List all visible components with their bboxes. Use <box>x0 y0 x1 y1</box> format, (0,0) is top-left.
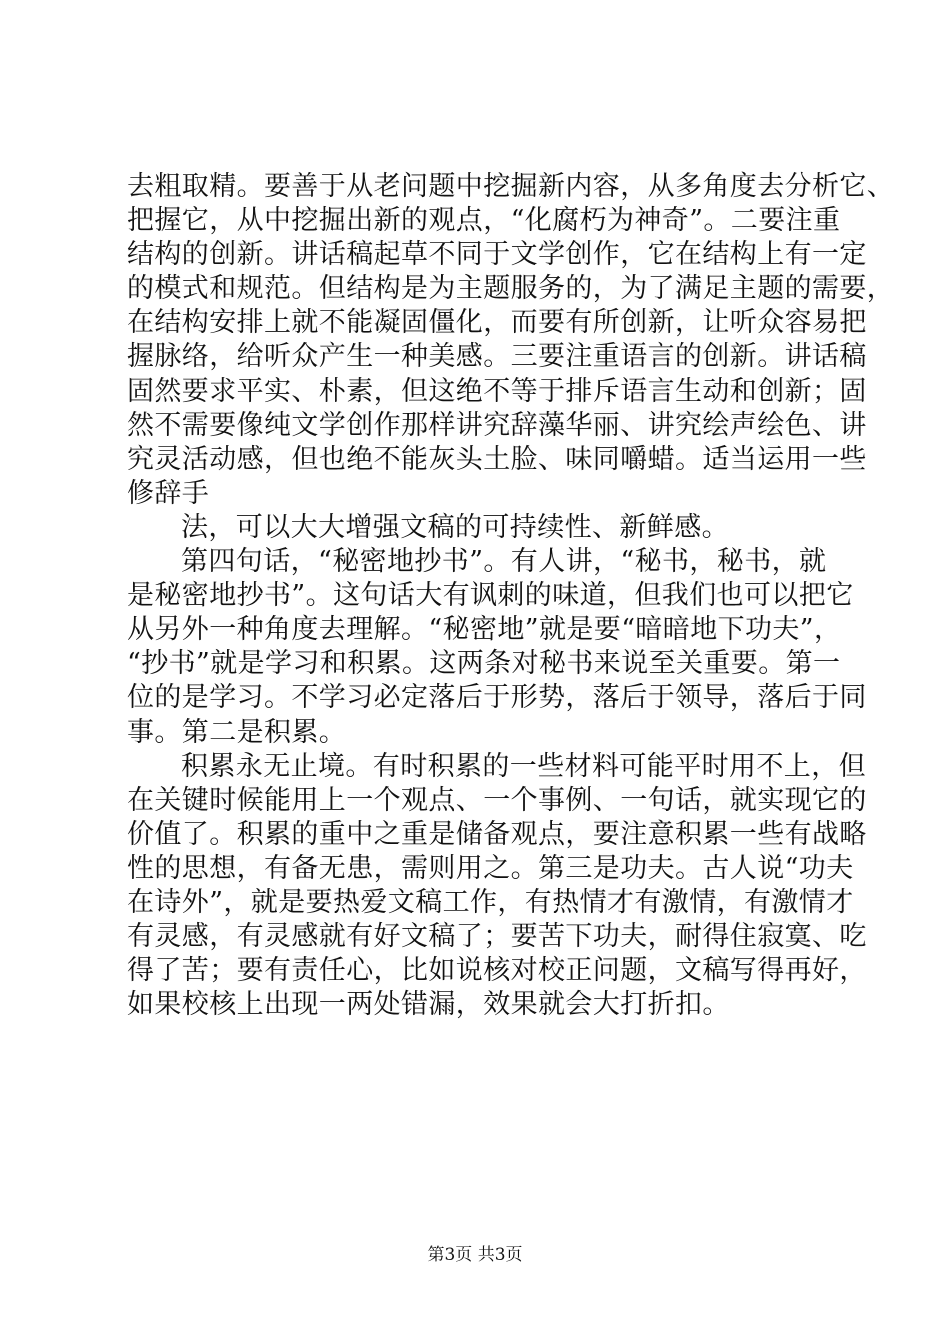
page-footer <box>0 1245 950 1265</box>
paragraph-start-line: 积累永无止境。有时积累的一些材料可能平时用不上，但 <box>181 750 866 782</box>
text-line: 结构的创新。讲话稿起草不同于文学创作，它在结构上有一定 <box>127 239 867 271</box>
text-line: 有灵感，有灵感就有好文稿了；要苦下功夫，耐得住寂寞、吃 <box>127 921 867 953</box>
text-line: 然不需要像纯文学创作那样讲究辞藻华丽、讲究绘声绘色、讲 <box>127 409 867 441</box>
text-line: 在诗外”，就是要热爱文稿工作，有热情才有激情，有激情才 <box>127 886 854 918</box>
text-line: 去粗取精。要善于从老问题中挖掘新内容，从多角度去分析它、 <box>127 171 895 202</box>
body-text <box>127 170 895 1022</box>
text-line: 得了苦；要有责任心，比如说核对校正问题，文稿写得再好， <box>127 955 867 987</box>
text-line: 法，可以大大增强文稿的可持续性、新鲜感。 <box>181 511 729 543</box>
text-line: 究灵活动感，但也绝不能灰头土脸、味同嚼蜡。适当运用一些 <box>127 443 867 475</box>
paragraph-start-line: 第四句话，“秘密地抄书”。有人讲，“秘书，秘书，就 <box>181 546 827 578</box>
text-line: 性的思想，有备无患，需则用之。第三是功夫。古人说“功夫 <box>127 852 854 884</box>
text-line: 事。第二是积累。 <box>127 716 347 748</box>
text-line: 是秘密地抄书”。这句话大有讽刺的味道，但我们也可以把它 <box>127 580 854 612</box>
text-line: 固然要求平实、朴素，但这绝不等于排斥语言生动和创新；固 <box>127 375 867 407</box>
text-line: 握脉络，给听众产生一种美感。三要注重语言的创新。讲话稿 <box>127 341 867 373</box>
page-number-label: 第3页 共3页 <box>427 1245 523 1265</box>
text-line: 从另外一种角度去理解。“秘密地”就是要“暗暗地下功夫”， <box>127 614 842 646</box>
text-line: 位的是学习。不学习必定落后于形势，落后于领导，落后于同 <box>127 682 867 714</box>
text-line: 的模式和规范。但结构是为主题服务的，为了满足主题的需要， <box>127 273 895 305</box>
text-line: 如果校核上出现一两处错漏，效果就会大打折扣。 <box>127 989 730 1021</box>
text-line: 修辞手 <box>127 477 210 509</box>
text-line: 把握它，从中挖掘出新的观点，“化腐朽为神奇”。二要注重 <box>127 205 841 237</box>
text-line: 在关键时候能用上一个观点、一个事例、一句话，就实现它的 <box>127 784 867 816</box>
text-line: “抄书”就是学习和积累。这两条对秘书来说至关重要。第一 <box>127 648 841 680</box>
text-line: 在结构安排上就不能凝固僵化，而要有所创新，让听众容易把 <box>127 307 867 339</box>
text-line: 价值了。积累的重中之重是储备观点，要注意积累一些有战略 <box>127 818 867 850</box>
